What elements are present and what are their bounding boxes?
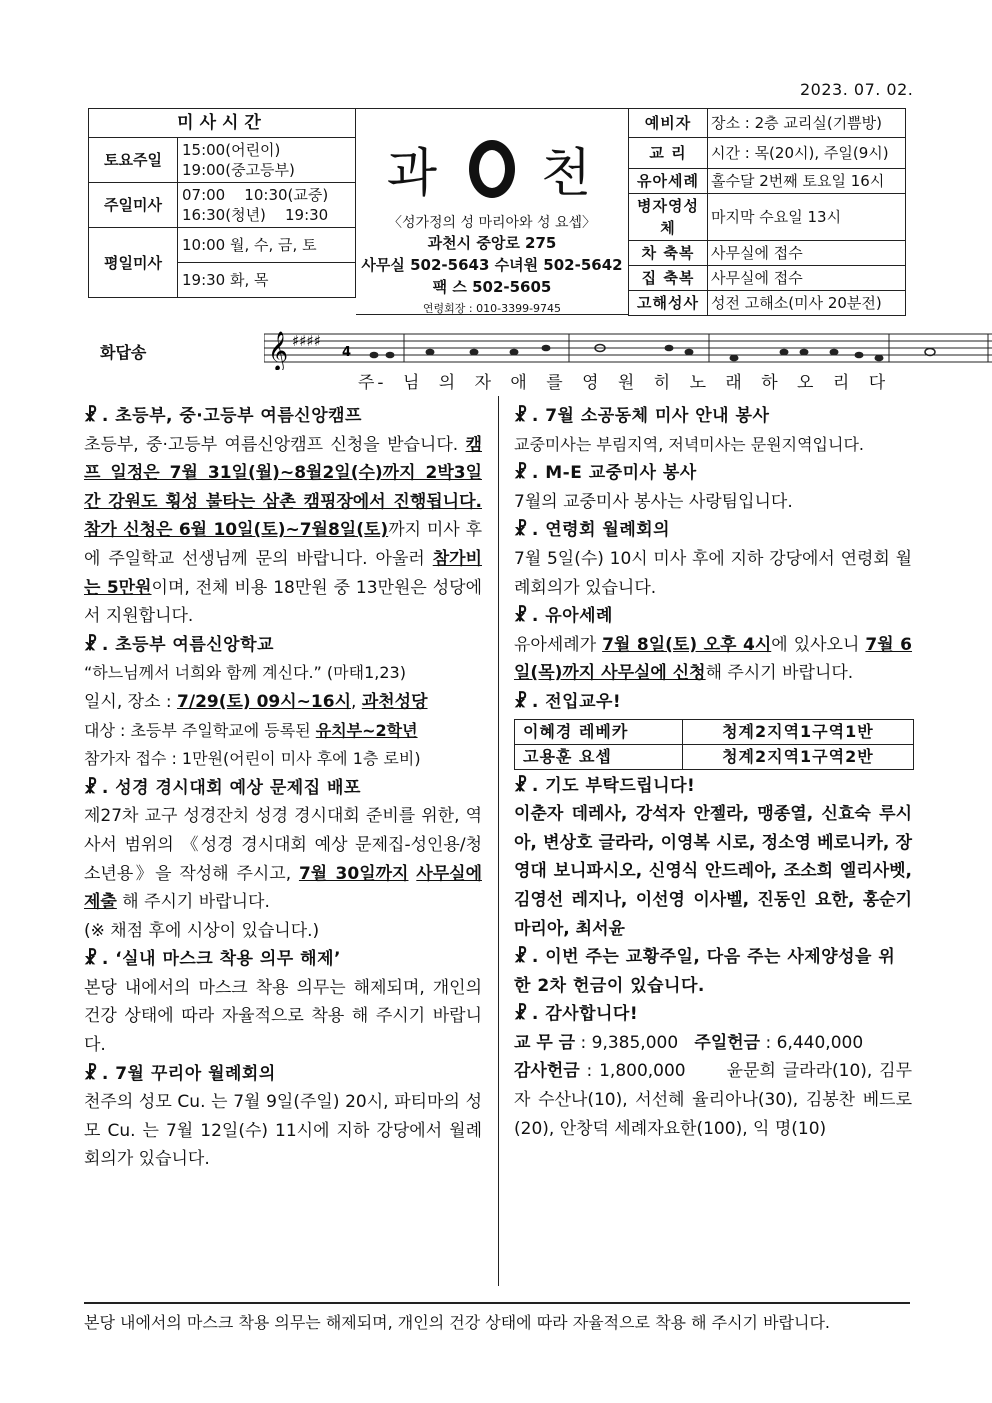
parishioner-area: 청계2지역1구역1반 [682,719,913,744]
info-value: 홀수달 2번째 토요일 16시 [708,169,906,194]
section-title: ☧ . 성경 경시대회 예상 문제집 배포 [84,777,361,798]
chi-rho-icon: ☧ [84,406,98,426]
info-value: 사무실에 접수 [708,241,906,266]
chi-rho-icon: ☧ [514,947,528,968]
psalm-label: 화답송 [100,343,147,362]
info-value: 사무실에 접수 [708,266,906,291]
parish-subtitle: 〈성가정의 성 마리아와 성 요셉〉 [387,215,597,231]
section-body: 7월의 교중미사 봉사는 사랑팀입니다. [514,491,793,512]
info-label: 병자영성체 [629,194,708,241]
parish-fax: 팩 스 502-5605 [432,278,552,296]
weekday-times-1: 10:00 월, 수, 금, 토 [178,228,356,263]
section-title: ☧ . 유아세례 [514,606,613,627]
new-parishioners-table [514,719,914,770]
section-title: ☧ . 전입교우! [514,691,622,712]
section-quote: “하느님께서 너희와 함께 계신다.” (마태1,23) [84,663,406,683]
svg-text:4: 4 [342,345,352,360]
svg-text:♯♯♯♯: ♯♯♯♯ [292,332,322,350]
left-column [84,402,482,1174]
info-label: 교 리 [629,138,708,169]
info-value: 장소 : 2층 교리실(기쁨방) [708,109,906,138]
sunday-times: 07:00 10:30(교중) 16:30(청년) 19:30 [178,183,356,228]
section-body: 일시, 장소 : 7/29(토) 09시~16시, 과천성당 [84,691,428,712]
sunday-label: 주일미사 [89,183,178,228]
section-body: 참가자 접수 : 1만원(어린이 미사 후에 1층 로비) [84,749,421,769]
parish-masthead [356,108,628,315]
thanks-offering: 감사헌금 : 1,800,000 윤문희 글라라(10), 김무자 수산나(10), 서선혜 율리아나(30), 김봉찬 베드로(20), 안창덕 세례자요한(100), 익 명(10) [514,1061,912,1139]
section-body: 교중미사는 부림지역, 저녁미사는 문원지역입니다. [514,434,865,454]
section-title: ☧ . 기도 부탁드립니다! [514,775,696,796]
parish-name-right: 천 [541,144,598,204]
parish-address: 과천시 중앙로 275 [427,234,557,252]
info-label: 예비자 [629,109,708,138]
section-title: ☧ . 이번 주는 교황주일, 다음 주는 사제양성을 위한 2차 헌금이 있습니다. [514,947,896,996]
section-title: ☧ . 연령회 월례회의 [514,520,671,541]
section-body: 유아세례가 7월 8일(토) 오후 4시에 있사오니 7월 6일(목)까지 사무실에 신청해 주시기 바랍니다. [514,634,913,684]
column-divider [498,396,499,1286]
section-body: 대상 : 초등부 주일학교에 등록된 유치부~2학년 [84,720,418,740]
info-value: 성전 고해소(미사 20분전) [708,291,906,316]
section-title: ☧ . 7월 꾸리아 월례회의 [84,1063,276,1084]
section-title: ☧ . 감사합니다! [514,1004,639,1025]
music-staff-icon [264,322,992,370]
table-row [515,719,914,744]
saturday-times: 15:00(어린이) 19:00(중고등부) [178,138,356,183]
section-body: 천주의 성모 Cu. 는 7월 9일(주일) 20시, 파티마의 성모 Cu. 는 7월 12일(수) 11시에 지하 강당에서 월례회의가 있습니다. [84,1092,482,1170]
info-label: 차 축복 [629,241,708,266]
section-title: ☧ . 초등부, 중·고등부 여름신앙캠프 [84,406,362,426]
chi-rho-icon: ☧ [514,406,528,426]
chi-rho-icon: ☧ [514,606,528,627]
section-title: ☧ . 초등부 여름신앙학교 [84,634,274,655]
parishioner-name: 이혜경 레베카 [515,719,683,744]
info-label: 유아세례 [629,169,708,194]
svg-text:𝄞: 𝄞 [268,331,289,370]
chi-rho-icon: ☧ [514,691,528,712]
bulletin-date: 2023. 07. 02. [800,80,914,99]
mass-times-header: 미사시간 [89,109,356,138]
offering-line: 교 무 금 : 9,385,000 주일헌금 : 6,440,000 [514,1032,864,1053]
section-body: 7월 5일(수) 10시 미사 후에 지하 강당에서 연령회 월례회의가 있습니다. [514,548,912,598]
chi-rho-icon: ☧ [84,777,98,798]
section-title: ☧ . ‘실내 마스크 착용 의무 해제’ [84,949,341,970]
chi-rho-icon: ☧ [84,634,98,655]
chi-rho-icon: ☧ [84,1063,98,1084]
elder-contact: 연령회장 : 010-3399-9745 [422,302,562,315]
chi-rho-icon: ☧ [514,1004,528,1025]
weekday-times-2: 19:30 화, 목 [178,263,356,298]
section-note: (※ 채점 후에 시상이 있습니다.) [84,920,320,941]
table-row [515,744,914,769]
responsorial-psalm [88,322,908,393]
section-body: 제27차 교구 성경잔치 성경 경시대회 준비를 위한, 역사서 범위의 《성경 경시대회 예상 문제집-성인용/청소년용》을 작성해 주시고, 7월 30일까지 사무실에 제출 해 주시기 바랍니다. [84,806,482,913]
info-label: 고해성사 [629,291,708,316]
section-body: 초등부, 중·고등부 여름신앙캠프 신청을 받습니다. 캠프 일정은 7월 31일(월)~8월2일(수)까지 2박3일간 강원도 횡성 불타는 삼촌 캠핑장에서 진행됩니다. 참가 신청은 6월 10일(토)~7월8일(토)까지 미사 후에 주일학교 선생님께 문의 바랍니다. 아울러 참가비는 5만원이며, 전체 비용 18만원 중 13만원은 성당에서 지원합니다. [84,434,483,627]
section-body: 본당 내에서의 마스크 착용 의무는 해제되며, 개인의 건강 상태에 따라 자율적으로 착용 해 주시기 바랍니다. [84,977,482,1056]
mass-times-table [88,108,356,298]
parishioner-area: 청계2지역1구역2반 [682,744,913,769]
section-title: ☧ . 7월 소공동체 미사 안내 봉사 [514,406,770,426]
weekday-label: 평일미사 [89,228,178,298]
parish-info-table [628,108,906,316]
psalm-lyrics: 주- 님 의 자 애 를 영 원 히 노 래 하 오 리 다 [358,373,889,393]
chi-rho-icon: ☧ [514,520,528,541]
parishioner-name: 고용훈 요셉 [515,744,683,769]
saturday-label: 토요주일 [89,138,178,183]
chi-rho-icon: ☧ [84,949,98,970]
chi-rho-icon: ☧ [514,775,528,796]
prayer-list: 이춘자 데레사, 강석자 안젤라, 맹종열, 신효숙 루시아, 변상호 글라라, 이영복 시로, 정소영 베로니카, 장영대 보니파시오, 신영식 안드레아, 조소희 엘리사벳, 김영선 레지나, 이선영 이사벨, 진동인 요한, 홍순기 마리아, 최서윤 [514,804,912,939]
parish-name-left: 과 [386,144,443,204]
info-label: 집 축복 [629,266,708,291]
parish-logo-icon [469,140,515,198]
section-title: ☧ . M-E 교중미사 봉사 [514,463,697,484]
info-value: 마지막 수요일 13시 [708,194,906,241]
footer-notice: 본당 내에서의 마스크 착용 의무는 해제되며, 개인의 건강 상태에 따라 자율적으로 착용 해 주시기 바랍니다. [84,1302,910,1333]
right-column [514,402,912,1143]
info-value: 시간 : 목(20시), 주일(9시) [708,138,906,169]
chi-rho-icon: ☧ [514,463,528,484]
parish-phone: 사무실 502-5643 수녀원 502-5642 [361,256,623,274]
